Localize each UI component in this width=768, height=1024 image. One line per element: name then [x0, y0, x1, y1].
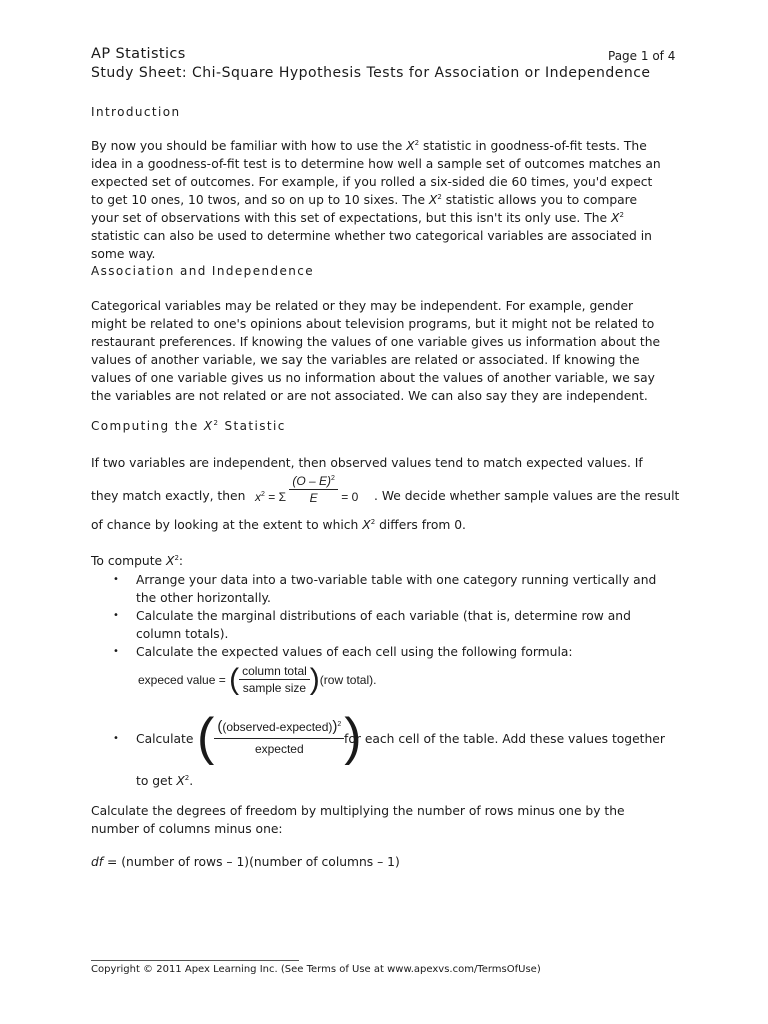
bullet-4-text: for each cell of the table. Add these values together: [344, 732, 665, 746]
footer-rule: [91, 960, 299, 961]
course-title: AP Statistics: [91, 46, 186, 62]
page-number: Page 1 of 4: [608, 49, 676, 63]
computing-heading: Computing the $X^2$ Statistic: [91, 419, 286, 433]
chi-square-formula: $x^2 = \Sigma$ $\frac{(O - E)^2}{E}$ = 0: [255, 474, 359, 505]
computing-line-3: of chance by looking at the extent to which $X^2$ differs from 0.: [91, 517, 466, 532]
bullet-1-glyph: •: [113, 574, 119, 585]
bullet-2-glyph: •: [113, 610, 119, 621]
footer-copyright: Copyright © 2011 Apex Learning Inc. (See Terms of Use at www.apexvs.com/TermsOfUse): [91, 964, 541, 975]
computing-line-2b: . We decide whether sample values are the result: [374, 489, 680, 503]
bullet-4-get: to get $X^2$.: [136, 773, 194, 788]
intro-paragraph: By now you should be familiar with how to use the $X^2$ statistic in goodness-of-fit tests. The idea in a goodness-of-fit test is to determine how well a sample set of outcomes matches an expected set of outcomes. For example, if you rolled a six-sided die 60 times, you'd expect to get 10 ones, 10 twos, and so on up to 10 sixes. The $X^2$ statistic allows you to compare your set of observations with this set of expectations, but this isn't its only use. The $X^2$ statistic can also be used to determine whether two categorical variables are associated in some way.: [91, 138, 661, 261]
chi-square-term-formula: ( $\frac{((observed-expected))^2}{\text{expected}}$ ): [197, 708, 362, 766]
bullet-1-text: Arrange your data into a two-variable table with one category running vertically and the other horizontally.: [136, 573, 657, 605]
df-paragraph: Calculate the degrees of freedom by multiplying the number of rows minus one by the number of columns minus one:: [91, 804, 625, 836]
to-compute-label: To compute $X^2$:: [91, 553, 184, 568]
computing-line-1: If two variables are independent, then observed values tend to match expected values. If: [91, 456, 643, 470]
computing-line-2a: they match exactly, then: [91, 489, 246, 503]
expected-value-formula: expeced value = ( $\frac{\text{column total}}{\text{sample size}}$ )(row total).: [138, 662, 377, 696]
bullet-3-text: Calculate the expected values of each cell using the following formula:: [136, 645, 573, 659]
df-formula: df = (number of rows – 1)(number of columns – 1): [91, 855, 400, 869]
bullet-3-glyph: •: [113, 646, 119, 657]
intro-heading: Introduction: [91, 105, 181, 119]
bullet-4-glyph: •: [113, 733, 119, 744]
bullet-4-calculate: Calculate: [136, 732, 194, 746]
document-title: Study Sheet: Chi-Square Hypothesis Tests for Association or Independence: [91, 65, 651, 81]
association-heading: Association and Independence: [91, 264, 315, 278]
association-paragraph: Categorical variables may be related or they may be independent. For example, gender might be related to one's opinions about television programs, but it might not be related to restaurant preferences. If knowing the values of one variable gives us information about the values of another variable, we say the variables are related or associated. If knowing the values of one variable gives us no information about the values of another variable, we say the variables are not related or are not associated. We can also say they are independent.: [91, 299, 661, 403]
bullet-2-text: Calculate the marginal distributions of each variable (that is, determine row and column totals).: [136, 609, 631, 641]
